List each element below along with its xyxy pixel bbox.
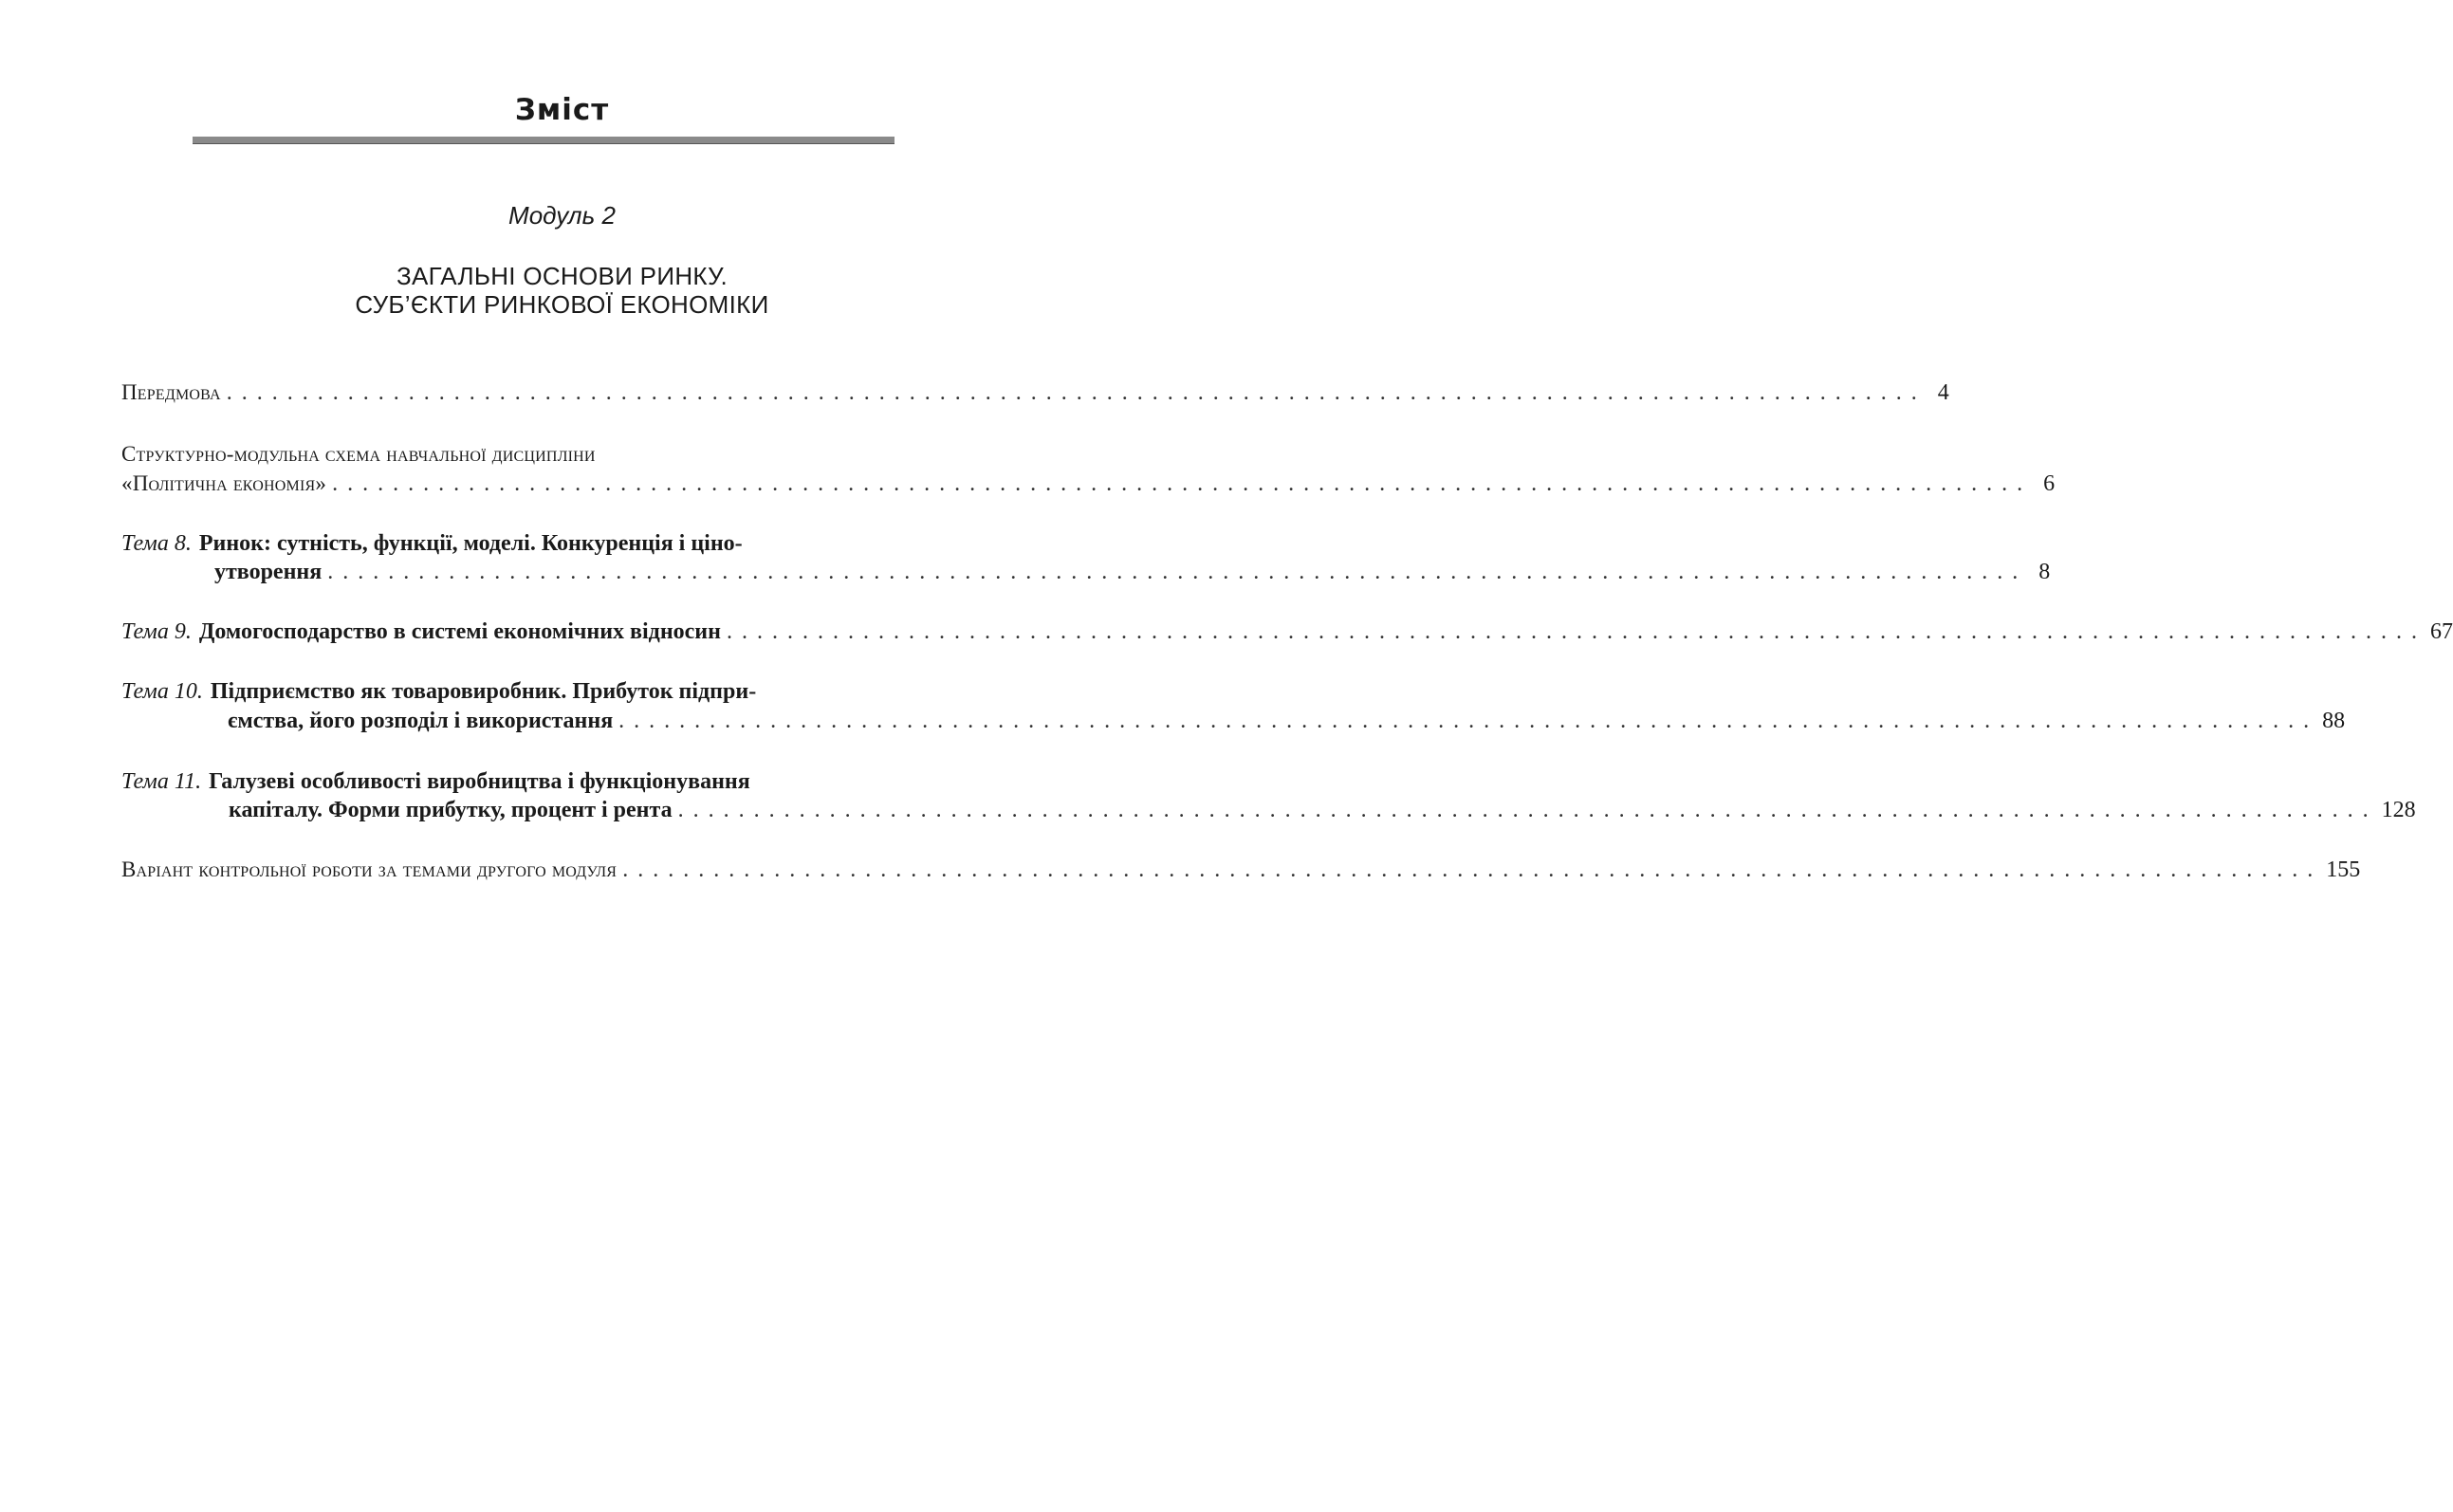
toc-theme9-page: 67 <box>2429 619 2453 644</box>
toc-preface-page: 4 <box>1937 380 1949 405</box>
toc-theme8-label: Тема 8. <box>121 531 192 556</box>
toc-theme10-label: Тема 10. <box>121 679 203 704</box>
toc-entry-theme8-line2[interactable] <box>214 557 2051 587</box>
toc-theme8-title-line1: Ринок: сутність, функції, моделі. Конкуренція і ціно- <box>198 531 743 556</box>
toc-leader-dots: ................................................................................................................ <box>226 380 1927 405</box>
toc-theme10-title-line2: ємства, його розподіл і використання <box>228 709 614 733</box>
toc-entry-theme10-line1[interactable] <box>121 676 968 707</box>
toc-leader-dots: ................................................................................................................ <box>618 709 2319 733</box>
module-label: Модуль 2 <box>508 201 616 230</box>
toc-entry-test[interactable] <box>121 855 2361 885</box>
toc-test-title: Варіант контрольної роботи за темами другого модуля <box>121 857 618 881</box>
toc-theme10-title-line1: Підприємство як товаровиробник. Прибуток підпри- <box>210 679 757 704</box>
toc-theme11-title-line2: капіталу. Форми прибутку, процент і рента <box>229 798 673 822</box>
toc-test-page: 155 <box>2326 857 2361 882</box>
toc-theme8-title-line2: утворення <box>214 560 323 584</box>
toc-leader-dots: ................................................................................................................ <box>332 471 2033 496</box>
toc-theme8-page: 8 <box>2038 560 2051 584</box>
toc-theme11-title-line1: Галузеві особливості виробництва і функціонування <box>209 769 750 794</box>
toc-theme9-label: Тема 9. <box>121 619 192 644</box>
toc-entry-theme11-line1[interactable] <box>121 766 968 797</box>
toc-theme11-page: 128 <box>2381 798 2416 822</box>
title-underline <box>193 137 895 143</box>
toc-scheme-page: 6 <box>2043 471 2056 496</box>
module-heading-line1: ЗАГАЛЬНІ ОСНОВИ РИНКУ. <box>396 262 729 290</box>
toc-theme10-page: 88 <box>2322 709 2346 733</box>
toc-scheme-title-line1: Структурно-модульна схема навчальної дисципліни <box>121 442 596 466</box>
toc-entry-theme10-line2[interactable] <box>228 706 2346 736</box>
toc-entry-preface[interactable] <box>121 378 1949 408</box>
toc-theme9-title: Домогосподарство в системі економічних відносин <box>198 619 721 644</box>
toc-entry-theme11-line2[interactable] <box>229 795 2416 825</box>
toc-theme11-label: Тема 11. <box>121 769 202 794</box>
module-heading-line2: СУБ’ЄКТИ РИНКОВОЇ ЕКОНОМІКИ <box>355 290 769 319</box>
toc-entry-theme8-line1[interactable] <box>121 528 968 559</box>
toc-entry-scheme-line2[interactable] <box>121 469 2056 499</box>
toc-scheme-title-line2: «Політична економія» <box>121 471 327 495</box>
page-title: Зміст <box>514 93 610 127</box>
toc-leader-dots: ................................................................................................................ <box>327 560 2028 584</box>
toc-leader-dots: ................................................................................................................ <box>677 798 2378 822</box>
toc-leader-dots: ................................................................................................................ <box>622 857 2323 882</box>
toc-entry-theme9[interactable] <box>121 617 2453 647</box>
toc-preface-title: Передмова <box>121 380 221 404</box>
toc-leader-dots: ................................................................................................................ <box>726 619 2426 644</box>
toc-entry-scheme-line1[interactable] <box>121 439 968 470</box>
